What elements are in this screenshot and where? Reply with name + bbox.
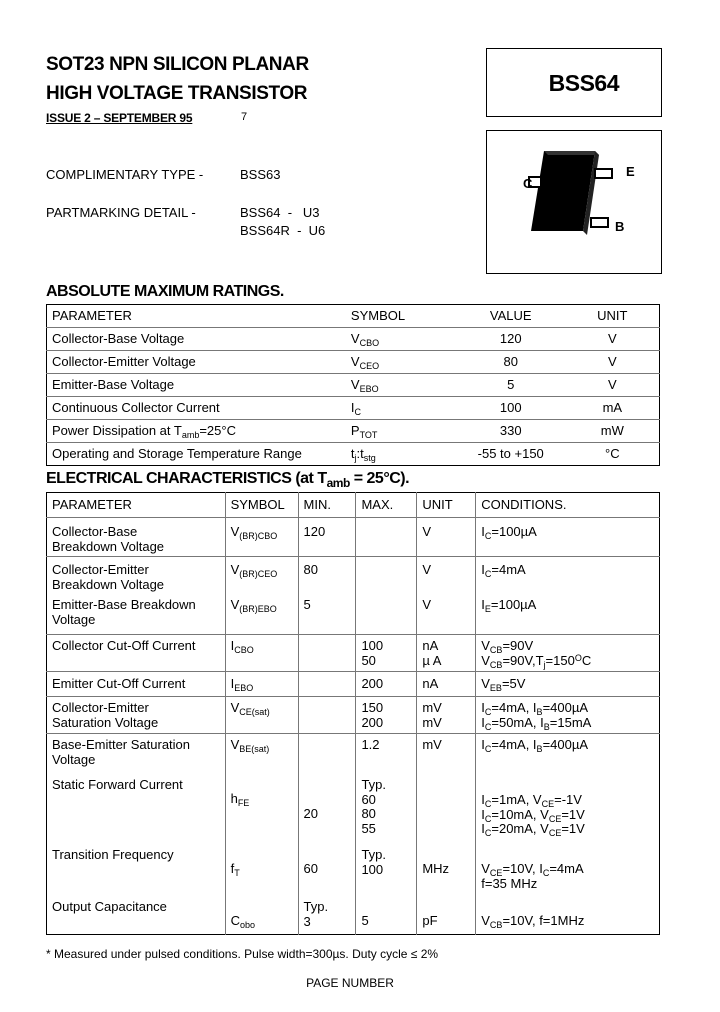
- unit-cell: nA µ A: [417, 635, 476, 672]
- table-row: [47, 596, 660, 635]
- symbol-cell: $C_{obo}$: [225, 894, 298, 935]
- table-row: [47, 557, 660, 597]
- unit-cell: V: [417, 518, 476, 557]
- param-cell: Operating and Storage Temperature Range: [52, 445, 302, 461]
- param-cell: Transition Frequency: [52, 847, 174, 862]
- symbol-cell: $I_{EBO}$: [225, 672, 298, 697]
- unit-cell: nA: [417, 672, 476, 697]
- header-max: MAX.: [356, 493, 417, 518]
- min-cell: 5: [298, 596, 356, 635]
- unit-cell: V: [566, 328, 660, 351]
- table-row: [47, 773, 660, 840]
- param-cell: Base-Emitter Saturation Voltage: [52, 737, 191, 767]
- param-cell: Output Capacitance: [52, 899, 167, 914]
- header-symbol: SYMBOL: [225, 493, 298, 518]
- symbol-cell: $V_{(BR)EBO}$: [225, 596, 298, 635]
- param-cell: Emitter-Base Voltage: [47, 374, 346, 397]
- table-row: [47, 420, 660, 443]
- complimentary-label: COMPLIMENTARY TYPE -: [46, 167, 204, 182]
- symbol-cell: $V_{BE(sat)}$: [225, 734, 298, 774]
- table-header-row: [47, 493, 660, 518]
- param-cell: Power Dissipation at $T_{amb}=25^\circ C$: [47, 420, 346, 443]
- partmarking-line-1: BSS64 - U3: [240, 205, 320, 220]
- header-value: VALUE: [456, 305, 566, 328]
- abs-max-title: ABSOLUTE MAXIMUM RATINGS.: [46, 283, 284, 300]
- complimentary-value: BSS63: [240, 167, 281, 182]
- conditions-cell: $I_C=4mA$: [476, 557, 660, 597]
- page-number: PAGE NUMBER: [306, 976, 394, 990]
- value-cell: 5: [456, 374, 566, 397]
- header-unit: UNIT: [566, 305, 660, 328]
- unit-cell: mV mV: [417, 697, 476, 734]
- table-row: [47, 374, 660, 397]
- part-number: BSS64: [548, 70, 619, 96]
- conditions-cell: $I_C=4mA$, $I_B=400\mu A$: [476, 734, 660, 774]
- title-line-1: SOT23 NPN SILICON PLANAR: [46, 54, 309, 75]
- max-cell: [356, 557, 417, 597]
- part-number-box: [486, 48, 662, 117]
- header-conditions: CONDITIONS.: [476, 493, 660, 518]
- min-cell: 120: [298, 518, 356, 557]
- unit-cell: °C: [605, 445, 620, 461]
- param-cell: Emitter Cut-Off Current: [47, 672, 226, 697]
- table-row: [47, 443, 660, 466]
- partmarking-line-2: BSS64R - U6: [240, 223, 326, 238]
- unit-cell: MHz: [417, 840, 476, 894]
- param-cell: Collector-Base Breakdown Voltage: [47, 518, 226, 557]
- unit-cell: [417, 773, 476, 840]
- value-cell: -55 to +150: [477, 445, 544, 461]
- header-parameter: PARAMETER: [47, 493, 226, 518]
- min-cell: 60: [298, 840, 356, 894]
- title-line-2: HIGH VOLTAGE TRANSISTOR: [46, 83, 308, 104]
- table-row: [47, 894, 660, 935]
- symbol-cell: $h_{FE}$: [225, 773, 298, 840]
- table-row: [47, 351, 660, 374]
- table-row: [47, 840, 660, 894]
- conditions-cell: $V_{CB}=10V$, f=1MHz: [476, 894, 660, 935]
- pin-c-label: C: [523, 176, 533, 191]
- header-parameter: PARAMETER: [47, 305, 346, 328]
- issue-date: ISSUE 2 – SEPTEMBER 95: [46, 111, 193, 125]
- min-cell: [298, 635, 356, 672]
- header-unit: UNIT: [417, 493, 476, 518]
- symbol-cell: $V_{(BR)CBO}$: [225, 518, 298, 557]
- min-cell: [298, 697, 356, 734]
- package-diagram-box: [486, 130, 662, 274]
- symbol-cell: $V_{EBO}$: [346, 374, 456, 397]
- symbol-cell: $t_j:t_{stg}$: [350, 445, 376, 463]
- symbol-cell: $V_{CEO}$: [346, 351, 456, 374]
- value-cell: 80: [456, 351, 566, 374]
- table-row: [47, 672, 660, 697]
- table-row: [47, 697, 660, 734]
- max-cell: 5: [356, 894, 417, 935]
- param-cell: Collector-Emitter Saturation Voltage: [47, 697, 226, 734]
- symbol-cell: $V_{CBO}$: [346, 328, 456, 351]
- value-cell: 330: [456, 420, 566, 443]
- symbol-cell: $P_{TOT}$: [346, 420, 456, 443]
- symbol-cell: $f_T$: [225, 840, 298, 894]
- conditions-cell: $V_{CB}=90V$ $V_{CB}=90V,T_j=150^OC$: [476, 635, 660, 672]
- table-row: [47, 397, 660, 420]
- pin-e-label: E: [626, 164, 635, 179]
- symbol-cell: $V_{(BR)CEO}$: [225, 557, 298, 597]
- max-cell: 200: [356, 672, 417, 697]
- elec-char-table: [46, 492, 660, 935]
- issue-mark: 7: [241, 111, 248, 123]
- param-cell: Static Forward Current: [52, 777, 183, 792]
- min-cell: 20: [298, 773, 356, 840]
- param-cell: Collector Cut-Off Current: [47, 635, 226, 672]
- min-cell: [298, 672, 356, 697]
- partmarking-label: PARTMARKING DETAIL -: [46, 205, 196, 220]
- value-cell: 120: [456, 328, 566, 351]
- param-cell: Continuous Collector Current: [47, 397, 346, 420]
- table-row: [47, 518, 660, 557]
- param-cell: Emitter-Base Breakdown Voltage: [47, 596, 226, 635]
- unit-cell: V: [566, 351, 660, 374]
- header-symbol: SYMBOL: [346, 305, 456, 328]
- max-cell: [356, 518, 417, 557]
- conditions-cell: $V_{EB}=5V$: [476, 672, 660, 697]
- unit-cell: pF: [417, 894, 476, 935]
- max-cell: 150 200: [356, 697, 417, 734]
- table-row: [47, 734, 660, 774]
- table-row: [47, 635, 660, 672]
- elec-char-title: ELECTRICAL CHARACTERISTICS (at $T_{amb} = 25^\circ C$).: [46, 470, 410, 490]
- conditions-cell: $I_C=1mA$, $V_{CE}=-1V$ $I_C=10mA$, $V_{CE}=1V$ $I_C=20mA$, $V_{CE}=1V$: [476, 773, 660, 840]
- symbol-cell: $I_{CBO}$: [225, 635, 298, 672]
- min-cell: [298, 734, 356, 774]
- table-row: [47, 328, 660, 351]
- unit-cell: V: [417, 557, 476, 597]
- conditions-cell: $I_E=100\mu A$: [476, 596, 660, 635]
- abs-max-table: [46, 304, 660, 466]
- param-cell: Collector-Base Voltage: [47, 328, 346, 351]
- max-cell: [356, 596, 417, 635]
- min-cell: 80: [298, 557, 356, 597]
- unit-cell: V: [417, 596, 476, 635]
- conditions-cell: $I_C=4mA$, $I_B=400\mu A$ $I_C=50mA$, $I_B=15mA$: [476, 697, 660, 734]
- min-cell: Typ. 3: [298, 894, 356, 935]
- unit-cell: V: [566, 374, 660, 397]
- value-cell: 100: [456, 397, 566, 420]
- max-cell: 100 50: [356, 635, 417, 672]
- unit-cell: mV: [417, 734, 476, 774]
- unit-cell: mW: [566, 420, 660, 443]
- footnote: * Measured under pulsed conditions. Pulse width=300µs. Duty cycle ≤ 2%: [46, 947, 439, 961]
- max-cell: Typ. 100: [356, 840, 417, 894]
- conditions-cell: $V_{CE}=10V$, $I_C=4mA$ f=35 MHz: [476, 840, 660, 894]
- symbol-cell: $I_C$: [346, 397, 456, 420]
- max-cell: 1.2: [356, 734, 417, 774]
- pin-b-label: B: [615, 219, 625, 234]
- param-cell: Collector-Emitter Breakdown Voltage: [52, 562, 165, 592]
- max-cell: Typ. 60 80 55: [356, 773, 417, 840]
- header-min: MIN.: [298, 493, 356, 518]
- symbol-cell: $V_{CE(sat)}$: [225, 697, 298, 734]
- sot23-package-icon: [487, 131, 661, 273]
- param-cell: Collector-Emitter Voltage: [47, 351, 346, 374]
- table-header-row: [47, 305, 660, 328]
- conditions-cell: $I_C=100\mu A$: [476, 518, 660, 557]
- unit-cell: mA: [566, 397, 660, 420]
